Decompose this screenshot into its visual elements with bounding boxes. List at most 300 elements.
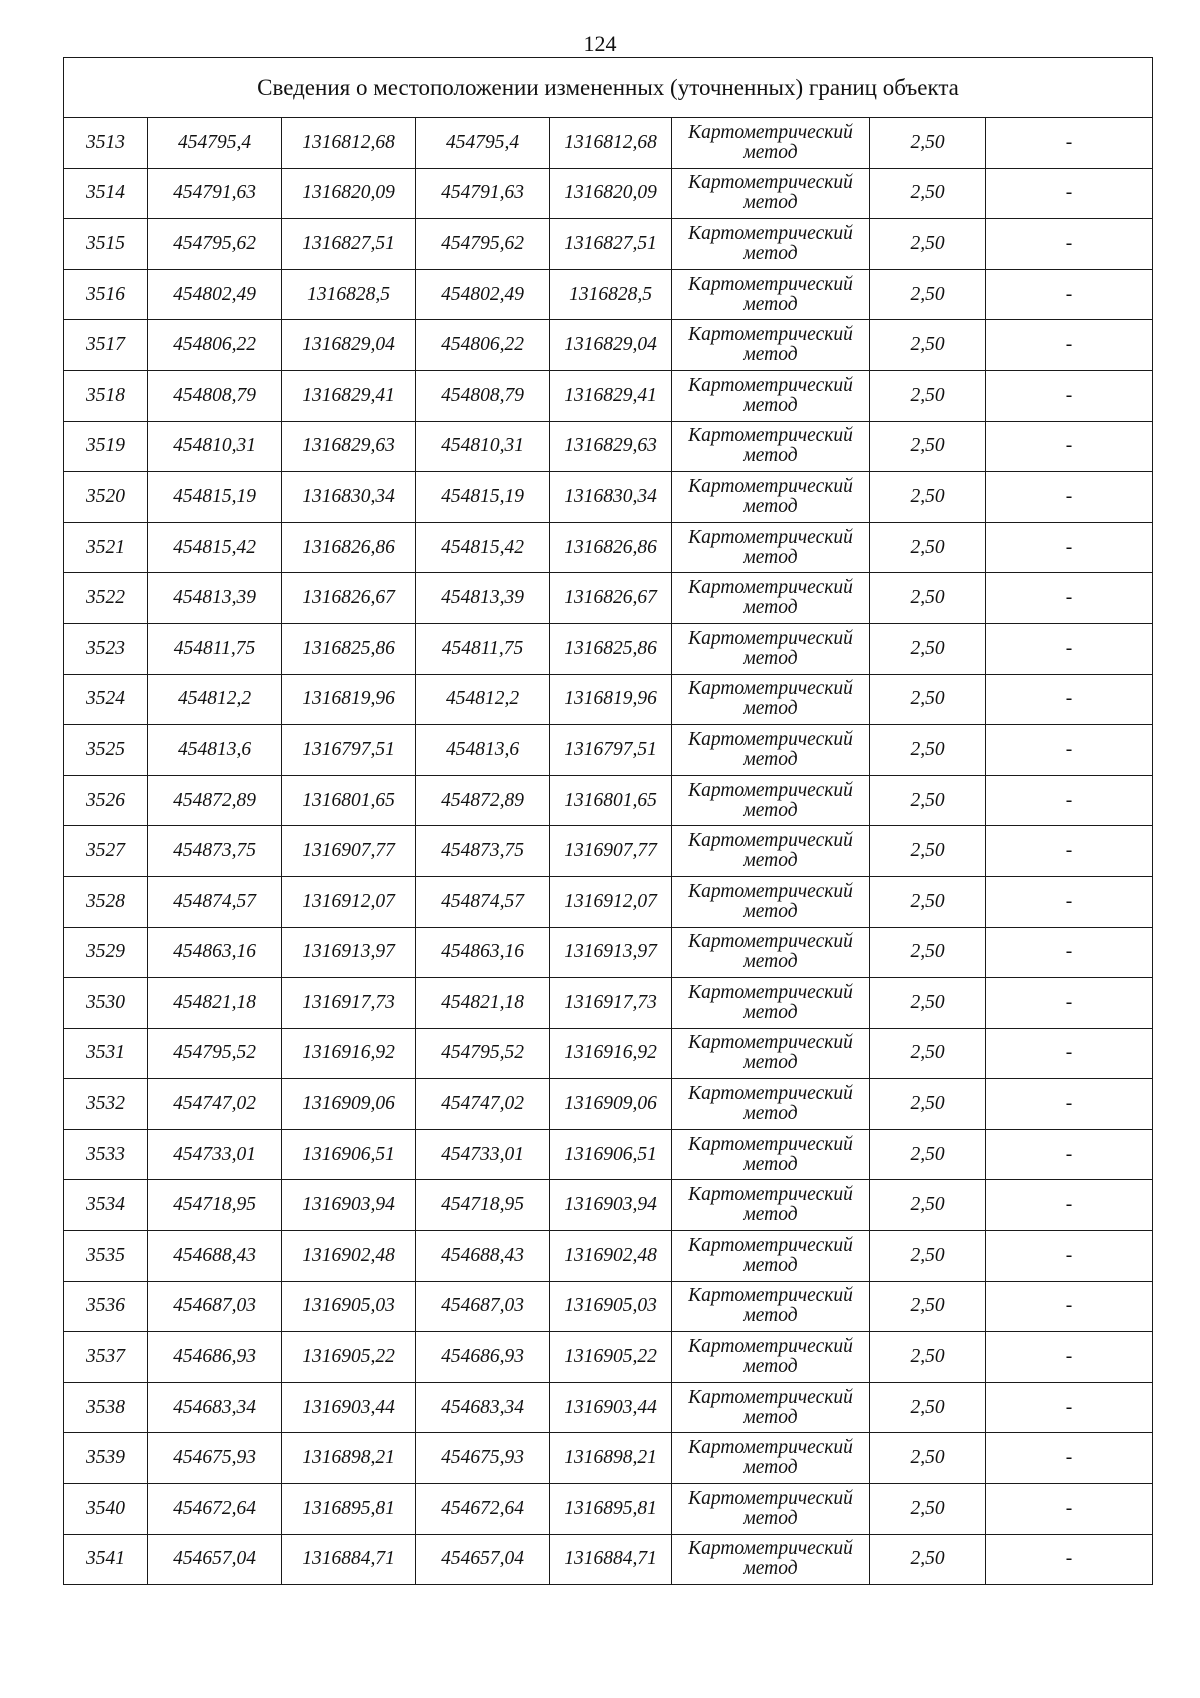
description-cell: -	[986, 370, 1153, 421]
y-old-cell: 1316907,77	[282, 826, 416, 877]
x-new-cell: 454802,49	[416, 269, 550, 320]
x-new-cell: 454872,89	[416, 775, 550, 826]
method-line-1: Картометрический	[688, 222, 853, 244]
accuracy-cell: 2,50	[870, 421, 986, 472]
point-number-cell: 3540	[64, 1484, 148, 1535]
x-new-cell: 454812,2	[416, 674, 550, 725]
method-line-2: метод	[743, 1406, 798, 1428]
x-new-cell: 454813,39	[416, 573, 550, 624]
y-new-cell: 1316912,07	[550, 876, 672, 927]
table-row	[64, 826, 1153, 877]
y-new-cell: 1316801,65	[550, 775, 672, 826]
x-new-cell: 454795,4	[416, 118, 550, 169]
description-cell: -	[986, 421, 1153, 472]
method-cell	[672, 623, 870, 674]
accuracy-cell: 2,50	[870, 1231, 986, 1282]
table-row	[64, 1382, 1153, 1433]
y-new-cell: 1316797,51	[550, 725, 672, 776]
method-line-2: метод	[743, 900, 798, 922]
y-new-cell: 1316820,09	[550, 168, 672, 219]
x-new-cell: 454686,93	[416, 1332, 550, 1383]
y-new-cell: 1316812,68	[550, 118, 672, 169]
method-line-1: Картометрический	[688, 1234, 853, 1256]
method-line-2: метод	[743, 445, 798, 467]
description-cell: -	[986, 1079, 1153, 1130]
method-cell	[672, 978, 870, 1029]
y-old-cell: 1316909,06	[282, 1079, 416, 1130]
y-new-cell: 1316828,5	[550, 269, 672, 320]
method-line-1: Картометрический	[688, 374, 853, 396]
description-cell: -	[986, 1332, 1153, 1383]
method-line-2: метод	[743, 597, 798, 619]
table-row	[64, 118, 1153, 169]
x-new-cell: 454795,52	[416, 1028, 550, 1079]
table-row	[64, 927, 1153, 978]
accuracy-cell: 2,50	[870, 978, 986, 1029]
y-new-cell: 1316902,48	[550, 1231, 672, 1282]
method-line-1: Картометрический	[688, 324, 853, 346]
method-line-2: метод	[743, 1052, 798, 1074]
method-line-2: метод	[743, 698, 798, 720]
description-cell: -	[986, 623, 1153, 674]
method-line-1: Картометрический	[688, 1133, 853, 1155]
description-cell: -	[986, 1484, 1153, 1535]
x-old-cell: 454872,89	[148, 775, 282, 826]
accuracy-cell: 2,50	[870, 1129, 986, 1180]
x-new-cell: 454733,01	[416, 1129, 550, 1180]
y-new-cell: 1316905,22	[550, 1332, 672, 1383]
point-number-cell: 3531	[64, 1028, 148, 1079]
y-new-cell: 1316905,03	[550, 1281, 672, 1332]
table-row	[64, 775, 1153, 826]
method-line-1: Картометрический	[688, 830, 853, 852]
accuracy-cell: 2,50	[870, 573, 986, 624]
x-new-cell: 454675,93	[416, 1433, 550, 1484]
point-number-cell: 3536	[64, 1281, 148, 1332]
x-old-cell: 454675,93	[148, 1433, 282, 1484]
x-old-cell: 454863,16	[148, 927, 282, 978]
y-old-cell: 1316829,63	[282, 421, 416, 472]
x-new-cell: 454811,75	[416, 623, 550, 674]
method-line-2: метод	[743, 1305, 798, 1327]
y-new-cell: 1316827,51	[550, 219, 672, 270]
accuracy-cell: 2,50	[870, 1534, 986, 1585]
x-old-cell: 454672,64	[148, 1484, 282, 1535]
description-cell: -	[986, 573, 1153, 624]
accuracy-cell: 2,50	[870, 370, 986, 421]
accuracy-cell: 2,50	[870, 927, 986, 978]
accuracy-cell: 2,50	[870, 1281, 986, 1332]
x-new-cell: 454791,63	[416, 168, 550, 219]
point-number-cell: 3521	[64, 522, 148, 573]
y-new-cell: 1316829,04	[550, 320, 672, 371]
x-old-cell: 454806,22	[148, 320, 282, 371]
x-old-cell: 454657,04	[148, 1534, 282, 1585]
method-line-2: метод	[743, 1153, 798, 1175]
method-cell	[672, 1484, 870, 1535]
accuracy-cell: 2,50	[870, 1382, 986, 1433]
x-old-cell: 454873,75	[148, 826, 282, 877]
y-old-cell: 1316884,71	[282, 1534, 416, 1585]
method-cell	[672, 421, 870, 472]
method-line-1: Картометрический	[688, 779, 853, 801]
x-old-cell: 454687,03	[148, 1281, 282, 1332]
y-new-cell: 1316895,81	[550, 1484, 672, 1535]
y-new-cell: 1316826,86	[550, 522, 672, 573]
y-old-cell: 1316827,51	[282, 219, 416, 270]
method-cell	[672, 674, 870, 725]
method-line-1: Картометрический	[688, 678, 853, 700]
y-old-cell: 1316829,04	[282, 320, 416, 371]
method-line-1: Картометрический	[688, 1336, 853, 1358]
y-old-cell: 1316916,92	[282, 1028, 416, 1079]
point-number-cell: 3539	[64, 1433, 148, 1484]
table-title-row	[64, 58, 1153, 118]
x-new-cell: 454672,64	[416, 1484, 550, 1535]
x-old-cell: 454733,01	[148, 1129, 282, 1180]
method-line-1: Картометрический	[688, 1487, 853, 1509]
table-row	[64, 674, 1153, 725]
method-line-1: Картометрический	[688, 1437, 853, 1459]
point-number-cell: 3513	[64, 118, 148, 169]
y-new-cell: 1316830,34	[550, 472, 672, 523]
method-cell	[672, 725, 870, 776]
point-number-cell: 3535	[64, 1231, 148, 1282]
description-cell: -	[986, 826, 1153, 877]
y-new-cell: 1316916,92	[550, 1028, 672, 1079]
point-number-cell: 3523	[64, 623, 148, 674]
accuracy-cell: 2,50	[870, 1484, 986, 1535]
x-old-cell: 454813,6	[148, 725, 282, 776]
y-new-cell: 1316829,63	[550, 421, 672, 472]
y-old-cell: 1316797,51	[282, 725, 416, 776]
y-old-cell: 1316820,09	[282, 168, 416, 219]
method-line-2: метод	[743, 1001, 798, 1023]
x-old-cell: 454688,43	[148, 1231, 282, 1282]
method-cell	[672, 168, 870, 219]
y-old-cell: 1316902,48	[282, 1231, 416, 1282]
accuracy-cell: 2,50	[870, 168, 986, 219]
method-cell	[672, 1079, 870, 1130]
method-line-1: Картометрический	[688, 577, 853, 599]
x-new-cell: 454688,43	[416, 1231, 550, 1282]
accuracy-cell: 2,50	[870, 725, 986, 776]
accuracy-cell: 2,50	[870, 522, 986, 573]
x-new-cell: 454808,79	[416, 370, 550, 421]
point-number-cell: 3527	[64, 826, 148, 877]
y-new-cell: 1316906,51	[550, 1129, 672, 1180]
description-cell: -	[986, 1231, 1153, 1282]
point-number-cell: 3537	[64, 1332, 148, 1383]
x-new-cell: 454821,18	[416, 978, 550, 1029]
point-number-cell: 3518	[64, 370, 148, 421]
method-line-2: метод	[743, 1558, 798, 1580]
x-old-cell: 454683,34	[148, 1382, 282, 1433]
x-old-cell: 454747,02	[148, 1079, 282, 1130]
method-line-2: метод	[743, 141, 798, 163]
x-old-cell: 454810,31	[148, 421, 282, 472]
point-number-cell: 3534	[64, 1180, 148, 1231]
method-cell	[672, 1180, 870, 1231]
method-line-1: Картометрический	[688, 627, 853, 649]
method-line-1: Картометрический	[688, 880, 853, 902]
x-old-cell: 454718,95	[148, 1180, 282, 1231]
method-line-1: Картометрический	[688, 1538, 853, 1560]
x-old-cell: 454791,63	[148, 168, 282, 219]
table-row	[64, 1028, 1153, 1079]
method-line-2: метод	[743, 1507, 798, 1529]
method-line-2: метод	[743, 546, 798, 568]
description-cell: -	[986, 269, 1153, 320]
method-cell	[672, 876, 870, 927]
method-line-2: метод	[743, 394, 798, 416]
point-number-cell: 3528	[64, 876, 148, 927]
table-row	[64, 876, 1153, 927]
method-line-2: метод	[743, 192, 798, 214]
table-row	[64, 269, 1153, 320]
method-line-1: Картометрический	[688, 425, 853, 447]
y-old-cell: 1316895,81	[282, 1484, 416, 1535]
y-old-cell: 1316828,5	[282, 269, 416, 320]
description-cell: -	[986, 118, 1153, 169]
method-cell	[672, 1382, 870, 1433]
y-new-cell: 1316826,67	[550, 573, 672, 624]
method-line-2: метод	[743, 1103, 798, 1125]
method-line-1: Картометрический	[688, 1184, 853, 1206]
y-old-cell: 1316903,94	[282, 1180, 416, 1231]
y-new-cell: 1316829,41	[550, 370, 672, 421]
point-number-cell: 3522	[64, 573, 148, 624]
y-new-cell: 1316903,44	[550, 1382, 672, 1433]
accuracy-cell: 2,50	[870, 775, 986, 826]
method-line-2: метод	[743, 1204, 798, 1226]
description-cell: -	[986, 168, 1153, 219]
description-cell: -	[986, 1281, 1153, 1332]
accuracy-cell: 2,50	[870, 219, 986, 270]
description-cell: -	[986, 1433, 1153, 1484]
table-row	[64, 623, 1153, 674]
description-cell: -	[986, 219, 1153, 270]
method-cell	[672, 320, 870, 371]
method-cell	[672, 269, 870, 320]
method-line-1: Картометрический	[688, 1386, 853, 1408]
method-cell	[672, 472, 870, 523]
y-old-cell: 1316906,51	[282, 1129, 416, 1180]
x-old-cell: 454815,42	[148, 522, 282, 573]
point-number-cell: 3538	[64, 1382, 148, 1433]
x-new-cell: 454815,19	[416, 472, 550, 523]
method-cell	[672, 775, 870, 826]
description-cell: -	[986, 522, 1153, 573]
method-cell	[672, 118, 870, 169]
accuracy-cell: 2,50	[870, 1332, 986, 1383]
point-number-cell: 3533	[64, 1129, 148, 1180]
x-old-cell: 454795,52	[148, 1028, 282, 1079]
method-line-2: метод	[743, 748, 798, 770]
y-old-cell: 1316825,86	[282, 623, 416, 674]
method-cell	[672, 370, 870, 421]
description-cell: -	[986, 1534, 1153, 1585]
y-old-cell: 1316830,34	[282, 472, 416, 523]
point-number-cell: 3526	[64, 775, 148, 826]
x-old-cell: 454815,19	[148, 472, 282, 523]
method-line-2: метод	[743, 799, 798, 821]
method-cell	[672, 1433, 870, 1484]
point-number-cell: 3515	[64, 219, 148, 270]
x-new-cell: 454863,16	[416, 927, 550, 978]
table-row	[64, 978, 1153, 1029]
y-old-cell: 1316801,65	[282, 775, 416, 826]
y-old-cell: 1316829,41	[282, 370, 416, 421]
accuracy-cell: 2,50	[870, 320, 986, 371]
method-cell	[672, 522, 870, 573]
table-row	[64, 421, 1153, 472]
table-row	[64, 1332, 1153, 1383]
method-line-1: Картометрический	[688, 981, 853, 1003]
point-number-cell: 3541	[64, 1534, 148, 1585]
y-old-cell: 1316913,97	[282, 927, 416, 978]
method-line-1: Картометрический	[688, 1285, 853, 1307]
point-number-cell: 3520	[64, 472, 148, 523]
method-line-1: Картометрический	[688, 273, 853, 295]
y-old-cell: 1316826,67	[282, 573, 416, 624]
y-old-cell: 1316826,86	[282, 522, 416, 573]
table-row	[64, 1433, 1153, 1484]
table-row	[64, 573, 1153, 624]
y-old-cell: 1316917,73	[282, 978, 416, 1029]
method-cell	[672, 219, 870, 270]
point-number-cell: 3516	[64, 269, 148, 320]
method-line-2: метод	[743, 1356, 798, 1378]
method-line-2: метод	[743, 344, 798, 366]
method-line-1: Картометрический	[688, 121, 853, 143]
description-cell: -	[986, 674, 1153, 725]
y-new-cell: 1316898,21	[550, 1433, 672, 1484]
method-cell	[672, 1534, 870, 1585]
boundary-coordinates-table	[63, 57, 1153, 1585]
accuracy-cell: 2,50	[870, 876, 986, 927]
y-old-cell: 1316812,68	[282, 118, 416, 169]
x-old-cell: 454821,18	[148, 978, 282, 1029]
method-cell	[672, 1231, 870, 1282]
y-new-cell: 1316903,94	[550, 1180, 672, 1231]
method-cell	[672, 573, 870, 624]
accuracy-cell: 2,50	[870, 1180, 986, 1231]
x-new-cell: 454687,03	[416, 1281, 550, 1332]
method-line-2: метод	[743, 1457, 798, 1479]
x-new-cell: 454747,02	[416, 1079, 550, 1130]
point-number-cell: 3529	[64, 927, 148, 978]
method-line-2: метод	[743, 242, 798, 264]
method-line-1: Картометрический	[688, 172, 853, 194]
point-number-cell: 3524	[64, 674, 148, 725]
table-row	[64, 168, 1153, 219]
table-row	[64, 1534, 1153, 1585]
description-cell: -	[986, 1028, 1153, 1079]
method-line-1: Картометрический	[688, 526, 853, 548]
table-row	[64, 1079, 1153, 1130]
table-row	[64, 219, 1153, 270]
method-line-2: метод	[743, 951, 798, 973]
description-cell: -	[986, 927, 1153, 978]
table-row	[64, 472, 1153, 523]
accuracy-cell: 2,50	[870, 674, 986, 725]
method-cell	[672, 1281, 870, 1332]
accuracy-cell: 2,50	[870, 118, 986, 169]
x-old-cell: 454686,93	[148, 1332, 282, 1383]
description-cell: -	[986, 876, 1153, 927]
x-new-cell: 454874,57	[416, 876, 550, 927]
x-new-cell: 454815,42	[416, 522, 550, 573]
y-new-cell: 1316884,71	[550, 1534, 672, 1585]
y-old-cell: 1316912,07	[282, 876, 416, 927]
accuracy-cell: 2,50	[870, 1079, 986, 1130]
method-cell	[672, 1332, 870, 1383]
y-new-cell: 1316909,06	[550, 1079, 672, 1130]
x-new-cell: 454795,62	[416, 219, 550, 270]
y-new-cell: 1316819,96	[550, 674, 672, 725]
method-line-1: Картометрический	[688, 931, 853, 953]
page-number: 124	[583, 31, 617, 56]
x-new-cell: 454810,31	[416, 421, 550, 472]
x-new-cell: 454813,6	[416, 725, 550, 776]
x-new-cell: 454873,75	[416, 826, 550, 877]
x-new-cell: 454683,34	[416, 1382, 550, 1433]
point-number-cell: 3530	[64, 978, 148, 1029]
table-row	[64, 1180, 1153, 1231]
x-old-cell: 454813,39	[148, 573, 282, 624]
description-cell: -	[986, 725, 1153, 776]
x-old-cell: 454808,79	[148, 370, 282, 421]
table-row	[64, 1231, 1153, 1282]
y-new-cell: 1316825,86	[550, 623, 672, 674]
method-cell	[672, 927, 870, 978]
point-number-cell: 3519	[64, 421, 148, 472]
table-title: Сведения о местоположении измененных (уточненных) границ объекта	[64, 58, 1153, 118]
method-line-2: метод	[743, 850, 798, 872]
y-old-cell: 1316819,96	[282, 674, 416, 725]
table-row	[64, 1281, 1153, 1332]
accuracy-cell: 2,50	[870, 1433, 986, 1484]
table-row	[64, 522, 1153, 573]
method-line-1: Картометрический	[688, 728, 853, 750]
method-line-2: метод	[743, 495, 798, 517]
x-old-cell: 454812,2	[148, 674, 282, 725]
method-cell	[672, 1028, 870, 1079]
accuracy-cell: 2,50	[870, 623, 986, 674]
point-number-cell: 3517	[64, 320, 148, 371]
y-old-cell: 1316903,44	[282, 1382, 416, 1433]
x-old-cell: 454795,62	[148, 219, 282, 270]
method-line-2: метод	[743, 1254, 798, 1276]
method-line-1: Картометрический	[688, 475, 853, 497]
method-line-2: метод	[743, 647, 798, 669]
description-cell: -	[986, 775, 1153, 826]
accuracy-cell: 2,50	[870, 826, 986, 877]
method-line-2: метод	[743, 293, 798, 315]
x-old-cell: 454802,49	[148, 269, 282, 320]
x-new-cell: 454718,95	[416, 1180, 550, 1231]
y-new-cell: 1316907,77	[550, 826, 672, 877]
table-row	[64, 1129, 1153, 1180]
description-cell: -	[986, 320, 1153, 371]
table-row	[64, 370, 1153, 421]
x-new-cell: 454806,22	[416, 320, 550, 371]
accuracy-cell: 2,50	[870, 269, 986, 320]
description-cell: -	[986, 1382, 1153, 1433]
x-old-cell: 454811,75	[148, 623, 282, 674]
y-old-cell: 1316905,03	[282, 1281, 416, 1332]
